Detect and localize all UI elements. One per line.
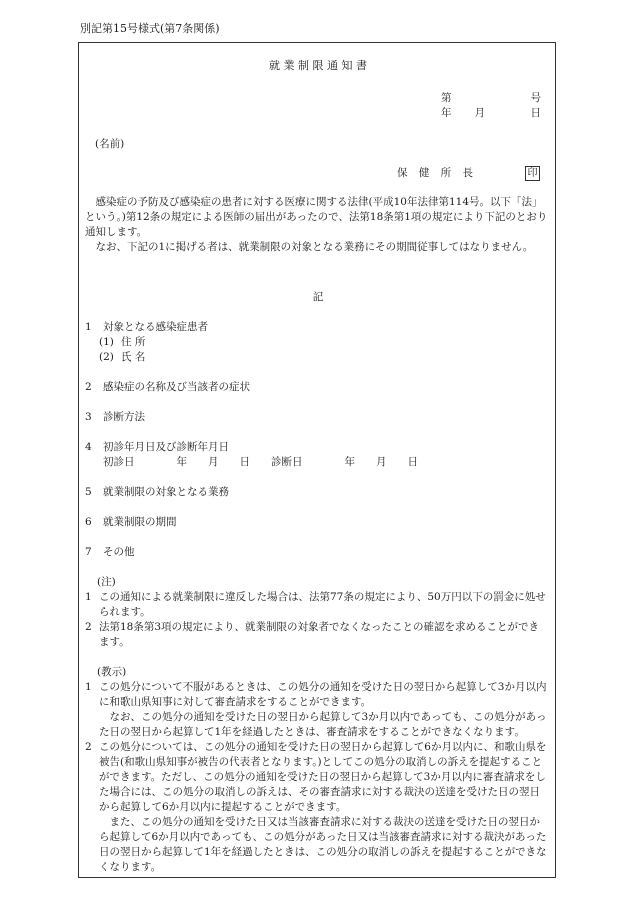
- addressee-name: (名前): [95, 138, 125, 150]
- sub-item-name: [85, 350, 549, 365]
- number-suffix: 号: [530, 92, 541, 104]
- item-number: 6: [85, 516, 92, 528]
- document-title: 就 業 制 限 通 知 書: [269, 59, 367, 72]
- note-number: 2: [85, 621, 92, 633]
- item-number: 2: [85, 381, 92, 393]
- seal-mark: 印: [525, 166, 540, 181]
- item-disease-name: [85, 380, 549, 395]
- item-label: 感染症の名称及び当該者の症状: [103, 381, 250, 393]
- item-number: 1: [85, 321, 92, 333]
- item-exam-dates: [85, 440, 549, 470]
- notes-heading: (注): [97, 576, 116, 588]
- note-text: この通知による就業制限に違反した場合は、法第77条の規定により、50万円以下の罰金に処せられます。: [99, 591, 546, 618]
- document-number: [441, 91, 541, 106]
- ki-heading: 記: [312, 291, 324, 303]
- item-number: 5: [85, 486, 92, 498]
- issuer-title: 保 健 所 長: [397, 167, 478, 179]
- instruction-2: [85, 740, 549, 815]
- issuer-block: [397, 166, 540, 181]
- instruction-2-continued: また、この処分の通知を受けた日又は当該審査請求に対する裁決の送達を受けた日の翌日から起算して6か月以内であっても、この処分があった日又は当該審査請求に対する裁決があった日の翌日から起算して1年を経過したときは、この処分の取消しの訴えを提起することができなくなります。: [99, 816, 547, 873]
- sub-item-address: [85, 335, 549, 350]
- item-label: 診断方法: [103, 411, 145, 423]
- note-2: [85, 620, 549, 650]
- item-restricted-work: [85, 485, 549, 500]
- form-reference: 別記第15号様式(第7条関係): [80, 22, 220, 35]
- instructions-heading: (教示): [97, 666, 127, 678]
- notes-section: [85, 575, 549, 875]
- note-1: [85, 590, 549, 620]
- item-number: 3: [85, 411, 92, 423]
- item-label: その他: [103, 546, 135, 558]
- item-other: [85, 545, 549, 560]
- notice-form: [78, 42, 556, 878]
- exam-date-fields: [85, 455, 549, 470]
- instruction-number: 1: [85, 681, 92, 693]
- instruction-text: この処分については、この処分の通知を受けた日の翌日から起算して6か月以内に、和歌山県を被告(和歌山県知事が被告の代表者となります。)としてこの処分の取消しの訴えを提起することができます。ただし、この処分の通知を受けた日の翌日から起算して3か月以内に審査請求をした場合には、この処分の取消しの訴えは、その審査請求に対する裁決の送達を受けた日の翌日から起算して6か月以内に提起することができます。: [99, 741, 547, 813]
- item-target-patient: [85, 320, 549, 365]
- instruction-number: 2: [85, 741, 92, 753]
- item-number: 7: [85, 546, 92, 558]
- sub-item-label: 住 所: [121, 336, 146, 348]
- notice-items: [85, 320, 549, 575]
- item-label: 就業制限の対象となる業務: [103, 486, 229, 498]
- intro-paragraph: 感染症の予防及び感染症の患者に対する医療に関する法律(平成10年法律第114号。以下「法」という。)第12条の規定による医師の届出があったので、法第18条第1項の規定により下記のとおり通知します。: [85, 196, 548, 238]
- number-prefix: 第: [441, 92, 452, 104]
- document-number-block: [441, 91, 541, 121]
- instruction-1-continued: なお、この処分の通知を受けた日の翌日から起算して3か月以内であっても、この処分があった日の翌日から起算して1年を経過したときは、審査請求をすることができなくなります。: [99, 711, 547, 738]
- item-diagnosis-method: [85, 410, 549, 425]
- date-day: 日: [530, 107, 541, 119]
- date-year: 年: [441, 107, 452, 119]
- intro-paragraph: なお、下記の1に掲げる者は、就業制限の対象となる業務にその期間従事してはなりません。: [95, 241, 534, 253]
- item-label: 就業制限の期間: [103, 516, 177, 528]
- note-text: 法第18条第3項の規定により、就業制限の対象者でなくなったことの確認を求めることができます。: [99, 621, 540, 648]
- instruction-1: [85, 680, 549, 710]
- instruction-text: この処分について不服があるときは、この処分の通知を受けた日の翌日から起算して3か月以内に和歌山県知事に対して審査請求をすることができます。: [99, 681, 547, 708]
- sub-item-number: (1): [99, 336, 114, 348]
- item-number: 4: [85, 441, 92, 453]
- intro-text: [85, 195, 549, 255]
- item-restriction-period: [85, 515, 549, 530]
- date-month: 月: [474, 107, 485, 119]
- note-number: 1: [85, 591, 92, 603]
- exam-date-text: 初診日 年 月 日 診断日 年 月 日: [103, 456, 418, 468]
- sub-item-label: 氏 名: [121, 351, 146, 363]
- item-label: 初診年月日及び診断年月日: [103, 441, 229, 453]
- item-label: 対象となる感染症患者: [103, 321, 208, 333]
- issue-date: [441, 106, 541, 121]
- sub-item-number: (2): [99, 351, 114, 363]
